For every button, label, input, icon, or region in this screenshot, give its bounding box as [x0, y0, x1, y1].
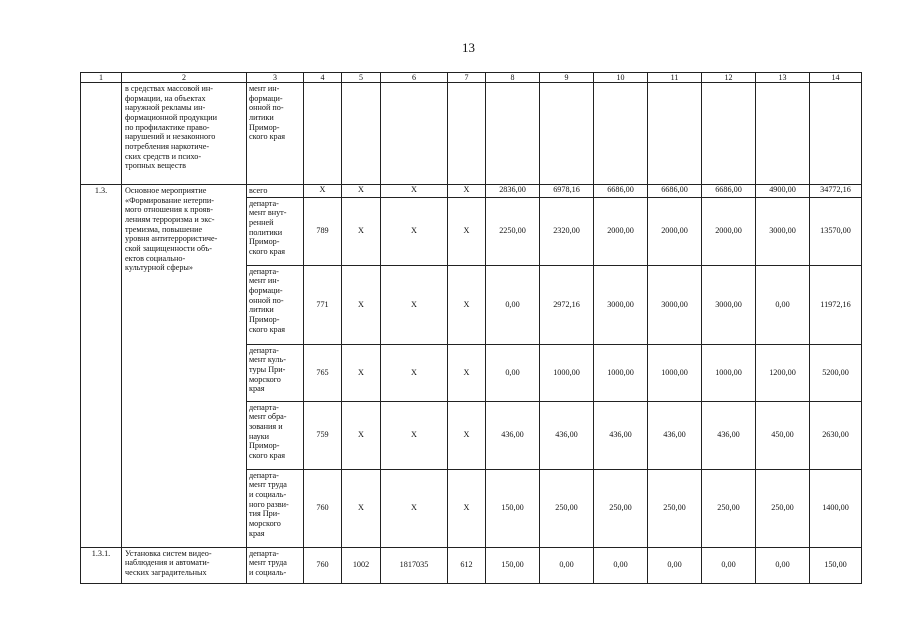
amount-cell: 436,00	[702, 401, 756, 469]
expense-code: X	[448, 401, 486, 469]
page-number: 13	[462, 40, 475, 55]
amount-cell: 3000,00	[756, 197, 810, 265]
expense-code: X	[448, 265, 486, 344]
amount-cell: 3000,00	[702, 265, 756, 344]
table-row-total	[81, 185, 862, 198]
activity-name: в средствах массовой ин- формации, на объектах наружной рекламы ин- формационной продукции по профилактике право- нарушений и незаконного потребления наркотиче- ских средств и психо- тропных веществ	[125, 84, 217, 171]
amount-cell: 250,00	[540, 469, 594, 547]
column-number: 7	[448, 73, 486, 83]
executor-cell	[247, 547, 304, 583]
activity-name: Установка систем видео- наблюдения и автомати- ческих заградительных	[125, 548, 212, 578]
amount-cell: 6686,00	[702, 185, 756, 198]
target-code: X	[381, 185, 448, 198]
amount-cell: 436,00	[594, 401, 648, 469]
column-number: 4	[304, 73, 342, 83]
amount-cell: 0,00	[756, 265, 810, 344]
grbs-code: 789	[304, 197, 342, 265]
amount-cell: 0,00	[648, 547, 702, 583]
amount-cell: 3000,00	[648, 265, 702, 344]
column-number: 1	[81, 73, 122, 83]
grbs-code: 759	[304, 401, 342, 469]
amount-cell: 250,00	[648, 469, 702, 547]
total-amount-cell: 34772,16	[810, 185, 862, 198]
expense-code: X	[448, 469, 486, 547]
grbs-code: 771	[304, 265, 342, 344]
section-code: 1002	[342, 547, 381, 583]
executor-name: департа- мент внут- ренней политики Примор- ского края	[249, 198, 287, 257]
amount-cell: 2250,00	[486, 197, 540, 265]
amount-cell: 2836,00	[486, 185, 540, 198]
activity-name-cell	[122, 83, 247, 185]
total-amount-cell: 150,00	[810, 547, 862, 583]
column-number: 5	[342, 73, 381, 83]
expense-code: X	[448, 197, 486, 265]
amount-cell: 2320,00	[540, 197, 594, 265]
total-amount-cell: 2630,00	[810, 401, 862, 469]
table-row-subactivity	[81, 547, 862, 583]
row-number-cell	[81, 83, 122, 185]
target-code: X	[381, 197, 448, 265]
amount-cell: 2000,00	[594, 197, 648, 265]
expense-code: 612	[448, 547, 486, 583]
executor-name: департа- мент обра- зования и науки Примор- ского края	[249, 402, 287, 461]
amount-cell: 6686,00	[594, 185, 648, 198]
amount-cell: 6686,00	[648, 185, 702, 198]
executor-cell	[247, 469, 304, 547]
row-number-cell: 1.3.	[81, 185, 122, 548]
executor-name: департа- мент куль- туры При- морского края	[249, 345, 286, 394]
target-code: X	[381, 401, 448, 469]
table-row-continuation	[81, 83, 862, 185]
column-number: 6	[381, 73, 448, 83]
executor-cell	[247, 344, 304, 401]
executor-cell	[247, 401, 304, 469]
amount-cell: 6978,16	[540, 185, 594, 198]
grbs-code: 760	[304, 469, 342, 547]
amount-cell: 1000,00	[594, 344, 648, 401]
total-amount-cell: 11972,16	[810, 265, 862, 344]
activity-name: Основное мероприятие «Формирование нетерпи- мого отношения к прояв- лениям терроризма и экс- тремизма, повышение уровня антитеррористиче- ской защищенности объ- ектов социально- культурной сферы»	[125, 186, 218, 273]
target-code: 1817035	[381, 547, 448, 583]
amount-cell: 1000,00	[702, 344, 756, 401]
section-code: X	[342, 401, 381, 469]
amount-cell: 0,00	[702, 547, 756, 583]
target-code: X	[381, 344, 448, 401]
amount-cell: 1200,00	[756, 344, 810, 401]
amount-cell: 1000,00	[648, 344, 702, 401]
amount-cell: 3000,00	[594, 265, 648, 344]
amount-cell: 436,00	[486, 401, 540, 469]
executor-name: департа- мент ин- формаци- онной по- литики Примор- ского края	[249, 266, 286, 334]
target-code: X	[381, 265, 448, 344]
executor-cell	[247, 197, 304, 265]
section-code: X	[342, 197, 381, 265]
amount-cell: 450,00	[756, 401, 810, 469]
amount-cell: 2972,16	[540, 265, 594, 344]
amount-cell: 436,00	[540, 401, 594, 469]
executor-name: департа- мент труда и социаль-	[249, 548, 287, 578]
total-amount-cell: 13570,00	[810, 197, 862, 265]
column-number: 10	[594, 73, 648, 83]
column-number: 3	[247, 73, 304, 83]
amount-cell: 0,00	[486, 265, 540, 344]
column-number: 2	[122, 73, 247, 83]
section-code: X	[342, 265, 381, 344]
budget-table	[80, 72, 862, 584]
amount-cell: 436,00	[648, 401, 702, 469]
amount-cell: 2000,00	[702, 197, 756, 265]
total-amount-cell: 1400,00	[810, 469, 862, 547]
section-code: X	[342, 469, 381, 547]
activity-name-cell	[122, 547, 247, 583]
column-number: 12	[702, 73, 756, 83]
grbs-code: 765	[304, 344, 342, 401]
amount-cell: 250,00	[702, 469, 756, 547]
expense-code: X	[448, 344, 486, 401]
expense-code: X	[448, 185, 486, 198]
executor-cell	[247, 83, 304, 185]
amount-cell: 250,00	[594, 469, 648, 547]
amount-cell: 0,00	[486, 344, 540, 401]
column-number: 9	[540, 73, 594, 83]
column-number: 8	[486, 73, 540, 83]
section-code: X	[342, 185, 381, 198]
grbs-code: X	[304, 185, 342, 198]
amount-cell: 150,00	[486, 547, 540, 583]
total-amount-cell: 5200,00	[810, 344, 862, 401]
column-number-row	[81, 73, 862, 83]
amount-cell: 1000,00	[540, 344, 594, 401]
activity-name-cell	[122, 185, 247, 548]
amount-cell: 0,00	[540, 547, 594, 583]
grbs-code: 760	[304, 547, 342, 583]
executor-name: мент ин- формаци- онной по- литики Примор- ского края	[249, 84, 286, 142]
amount-cell: 4900,00	[756, 185, 810, 198]
amount-cell: 2000,00	[648, 197, 702, 265]
amount-cell: 0,00	[756, 547, 810, 583]
executor-name: департа- мент труда и социаль- ного разви- тия При- морского края	[249, 470, 289, 538]
column-number: 11	[648, 73, 702, 83]
target-code: X	[381, 469, 448, 547]
column-number: 13	[756, 73, 810, 83]
column-number: 14	[810, 73, 862, 83]
amount-cell: 150,00	[486, 469, 540, 547]
amount-cell: 0,00	[594, 547, 648, 583]
executor-cell: всего	[247, 185, 304, 198]
section-code: X	[342, 344, 381, 401]
amount-cell: 250,00	[756, 469, 810, 547]
executor-cell	[247, 265, 304, 344]
row-number-cell: 1.3.1.	[81, 547, 122, 583]
